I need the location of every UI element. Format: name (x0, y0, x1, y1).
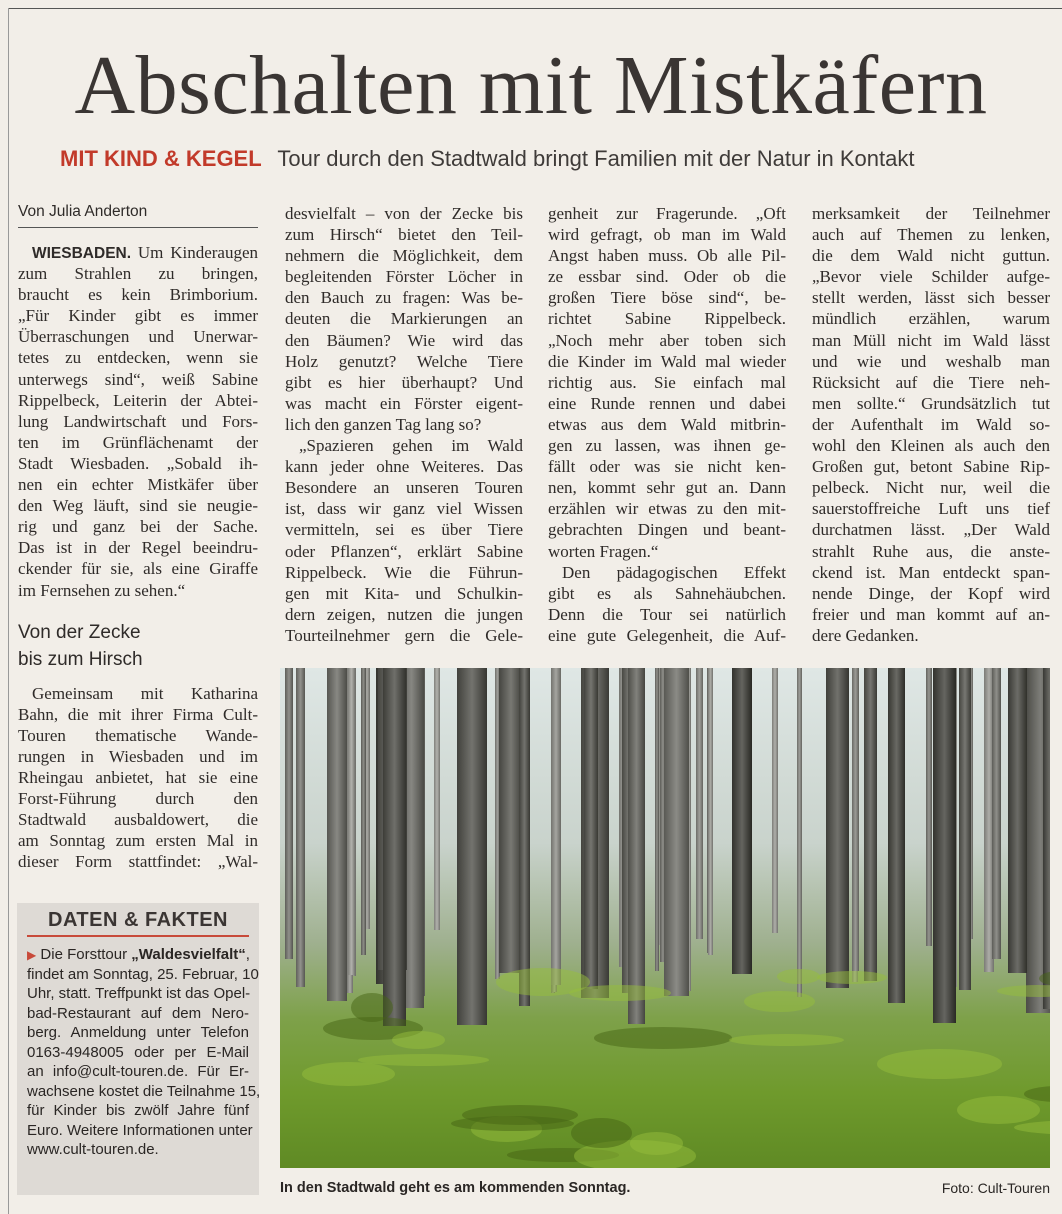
text-line: Besondere an unseren Touren (285, 478, 523, 498)
text-line: Großen gut, betont Sabine Rip- (812, 457, 1050, 477)
tree-trunk (551, 668, 561, 985)
fact-box (17, 903, 259, 1195)
text-line: worten Fragen.“ (548, 541, 659, 561)
text-line: Rippelbeck. Wie die Führun- (285, 562, 523, 582)
text-line: „Für Kinder gibt es immer (18, 306, 258, 326)
fact-line: an info@cult-touren.de. Für Er- (27, 1063, 249, 1080)
text-line: pelbeck. Nicht nur, weil die (812, 478, 1050, 498)
tree-trunk (826, 668, 849, 988)
text-line (18, 242, 258, 263)
triangle-bullet-icon: ▶ (27, 948, 37, 962)
text-line: den Bäumen? Wie wird das (285, 330, 523, 350)
text-line: Stadtwald ausbaldowert, die (18, 810, 258, 830)
text-line: Gemeinsam mit Katharina (32, 683, 258, 703)
fact-line: für Kinder bis zwölf Jahre fünf (27, 1102, 249, 1119)
tree-trunk (888, 668, 904, 1003)
tree-trunk (457, 668, 487, 1025)
paragraph (18, 242, 258, 601)
text-line: Touren thematische Wande- (18, 725, 258, 745)
text-line: am Sonntag zum ersten Mal in (18, 831, 258, 851)
text-line: strahlt Ruhe aus, die anste- (812, 541, 1050, 561)
text-line: Stadt Wiesbaden. „Sobald ih- (18, 453, 258, 473)
text-line: Rücksicht auf die Tiere neh- (812, 372, 1050, 392)
moss-patch (392, 1031, 446, 1049)
text-line: desvielfalt – von der Zecke bis (285, 204, 523, 223)
tree-trunk (708, 668, 713, 955)
text-line: Überraschungen und Unerwar- (18, 327, 258, 347)
text-line: dern zeigen, nutzen die jungen (285, 604, 523, 624)
headline: Abschalten mit Mistkäfern (74, 39, 988, 132)
text-line: die Kinder im Wald mal wieder (548, 351, 786, 371)
moss-patch (997, 985, 1050, 997)
tree-trunk (696, 668, 703, 939)
text-line: „Spazieren gehen im Wald (299, 436, 523, 456)
tree-trunk (772, 668, 778, 933)
text-line: deuten die Markierungen an (285, 309, 523, 329)
text-line: wohl den Kleinen als auch den (812, 436, 1050, 456)
fact-box-body (27, 945, 261, 1160)
text-line: kann jeder ohne Weiteres. Das (285, 457, 523, 477)
tree-trunk (664, 668, 689, 996)
text-line: nen, kommt sehr gut an. Dann (548, 478, 786, 498)
text-line: richtig aus. Sie einfach mal (548, 372, 786, 392)
text-line: gebrachten Dingen und beant- (548, 520, 786, 540)
text-line: vermitteln, sei es über Tiere (285, 520, 523, 540)
photo-credit: Foto: Cult-Touren (941, 1180, 1050, 1196)
text-line: genheit zur Fragerunde. „Oft (548, 204, 786, 223)
text: Um Kinderaugen (137, 243, 258, 262)
fact-box-title: DATEN & FAKTEN (27, 909, 249, 937)
fact-line: bad-Restaurant auf dem Nero- (27, 1004, 249, 1022)
moss-patch (571, 1118, 631, 1148)
photo-caption: In den Stadtwald geht es am kommenden Sonntag. (280, 1180, 631, 1196)
text-line: „Bevor viele Schilder aufge- (812, 267, 1050, 287)
text-line: die dem Wald nicht guttun. (812, 246, 1050, 266)
fact-line: berg. Anmeldung unter Telefon (27, 1024, 249, 1041)
text-line: lich den ganzen Tag lang so? (285, 414, 482, 434)
text-line: gen mit Kita- und Schulkin- (285, 583, 523, 603)
moss-patch (594, 1027, 732, 1049)
text-line: eine Runde rennen und dabei (548, 393, 786, 413)
tree-trunk (296, 668, 305, 987)
text-line: fällt oder was sie nicht ken- (548, 457, 786, 477)
text-line: man Müll nicht im Wald lässt (812, 330, 1050, 350)
text-line: durchatmen lässt. „Der Wald (812, 520, 1050, 540)
fact-text: Die Forsttour (40, 946, 132, 963)
text-line: dere Gedanken. (812, 625, 919, 645)
text-line: men sollte.“ Grundsätzlich tut (812, 393, 1050, 413)
text-line: Forst-Führung durch den (18, 789, 258, 809)
text-line: ten im Grünflächenamt der (18, 432, 258, 452)
tree-trunk (327, 668, 347, 1001)
kicker: MIT KIND & KEGEL (60, 146, 262, 171)
subheading-line: Von der Zecke (18, 621, 141, 643)
moss-patch (569, 985, 671, 1001)
fact-line: Euro. Weitere Informationen unter (27, 1121, 253, 1139)
tree-trunk (852, 668, 859, 971)
tree-trunk (1043, 668, 1050, 1009)
tree-trunk (926, 668, 933, 946)
text-line: freier und man kommt auf an- (812, 604, 1050, 624)
text-line: begleitenden Förster Löcher in (285, 267, 523, 287)
text-line: stellt werden, lässt sich besser (812, 288, 1050, 308)
text-line: Angst haben muss. Ob alle Pil- (548, 246, 786, 266)
text-line: den Bauch zu fragen: Was be- (285, 288, 523, 308)
tree-trunk (383, 668, 406, 1026)
tree-trunk (348, 668, 355, 975)
text-line: „Noch mehr aber toben sich (548, 330, 786, 350)
text-line: den Weg läuft, sind sie neugie- (18, 496, 258, 516)
tree-trunk (933, 668, 956, 1023)
fact-line: Uhr, statt. Treffpunkt ist das Opel- (27, 985, 251, 1002)
text-line: lung Landwirtschaft und Fors- (18, 411, 258, 431)
text-line: zum Hirsch“ bietet den Teil- (285, 225, 523, 245)
tree-trunk (864, 668, 877, 981)
tree-trunk (285, 668, 293, 959)
tree-trunk (434, 668, 440, 930)
moss-patch (351, 993, 393, 1022)
text-line: ckender für sie, als eine Giraffe (18, 559, 258, 579)
text-line: wird gefragt, ob man im Wald (548, 225, 786, 245)
text-line: Rippelbeck, Leiterin der Abtei- (18, 390, 258, 410)
tree-trunk (1008, 668, 1027, 973)
dek: Tour durch den Stadtwald bringt Familien mit der Natur in Kontakt (277, 146, 915, 171)
text-line: dieser Form stattfindet: „Wal- (18, 852, 258, 872)
tree-trunk (797, 668, 802, 997)
text-line: mündlich erzählen, warum (812, 309, 1050, 329)
subheading (18, 619, 258, 673)
text-line: auch auf Themen zu lenken, (812, 225, 1050, 245)
column-1 (18, 203, 258, 872)
fact-line: wachsene kostet die Teilnahme 15, (27, 1082, 261, 1100)
forest-photo (280, 668, 1050, 1168)
text-line: oder Pflanzen“, erklärt Sabine (285, 541, 523, 561)
text-line: ckend ist. Man entdeckt span- (812, 562, 1050, 582)
moss-patch (744, 991, 814, 1013)
tree-trunk (655, 668, 659, 971)
column-2 (285, 203, 523, 646)
column-4 (812, 203, 1050, 646)
moss-patch (729, 1034, 845, 1046)
fact-line: 0163-4948005 oder per E-Mail (27, 1043, 249, 1061)
text-line: und wie und weshalb man (812, 351, 1050, 371)
text-line: nehmern die Möglichkeit, dem (285, 246, 523, 266)
text-line: ist, dass wir ganz viel Wissen (285, 499, 523, 519)
tree-trunk (584, 668, 598, 989)
fact-text: , (245, 946, 250, 963)
tree-trunk (992, 668, 1001, 959)
text-line: gibt es als Sahnehäubchen. (548, 583, 786, 603)
text-line: merksamkeit der Teilnehmer (812, 204, 1050, 223)
text-line: tetes zu entdecken, wenn sie (18, 348, 258, 368)
tree-trunk (959, 668, 970, 990)
text-line: unterwegs sind“, weiß Sabine (18, 369, 258, 389)
text-line: richtet Sabine Rippelbeck. (548, 309, 786, 329)
text-line: nen ein echter Mistkäfer über (18, 475, 258, 495)
tree-trunk (732, 668, 753, 974)
text-line: gen zu lassen, was ihnen ge- (548, 436, 786, 456)
byline: Von Julia Anderton (18, 203, 258, 228)
text-line: Das ist in der Regel beeindru- (18, 538, 258, 558)
subheading-line: bis zum Hirsch (18, 648, 143, 670)
text-line: was macht ein Förster eigent- (285, 393, 523, 413)
moss-patch (817, 971, 886, 984)
column-3 (548, 203, 786, 646)
fact-line: findet am Sonntag, 25. Februar, 10 (27, 965, 259, 983)
text-line: braucht es kein Brimborium. (18, 285, 258, 305)
text-line: eine gute Gelegenheit, die Auf- (548, 625, 786, 645)
moss-patch (777, 969, 819, 984)
text-line: im Fernsehen zu sehen.“ (18, 580, 186, 600)
tree-trunk (361, 668, 366, 955)
text-line: sauerstoffreiche Luft uns tief (812, 499, 1050, 519)
text-line: Bahn, die mit ihrer Firma Cult- (18, 704, 258, 724)
fact-line (27, 945, 249, 965)
text-line: der Aufenthalt im Wald so- (812, 414, 1050, 434)
moss-patch (877, 1049, 1001, 1078)
text-line: zum Strahlen zu bringen, (18, 264, 258, 284)
text-line: rig und ganz bei der Sache. (18, 517, 258, 537)
top-rule (8, 8, 1062, 9)
text-line: ze essbar sind. Oder ob die (548, 267, 786, 287)
text-line: Rheingau anbietet, hat sie eine (18, 767, 258, 787)
text-line: rungen in Wiesbaden und im (18, 746, 258, 766)
text-line: erzählen wir etwas zu den mit- (548, 499, 786, 519)
text-line: Holz genutzt? Welche Tiere (285, 351, 523, 371)
text-line: Tourteilnehmer gern die Gele- (285, 625, 523, 645)
text-line: Den pädagogischen Effekt (562, 562, 786, 582)
text-line: großen Tiere böse sind“, be- (548, 288, 786, 308)
text-line: etwas aus dem Wald mitbrin- (548, 414, 786, 434)
text-line: nende Dinge, der Kopf wird (812, 583, 1050, 603)
tree-trunk (519, 668, 530, 1006)
subtitle (60, 146, 914, 172)
text-line: gibt es hier überhaupt? Und (285, 372, 523, 392)
fact-line: www.cult-touren.de. (27, 1141, 159, 1158)
tour-name: „Waldesvielfalt“ (131, 946, 246, 963)
tree-trunk (628, 668, 645, 1024)
paragraph (18, 683, 258, 873)
text-line: Denn die Tour sei natürlich (548, 604, 786, 624)
moss-patch (957, 1096, 1040, 1124)
moss-patch (302, 1062, 395, 1086)
dateline: WIESBADEN. (32, 245, 132, 262)
left-rule (8, 8, 9, 1214)
